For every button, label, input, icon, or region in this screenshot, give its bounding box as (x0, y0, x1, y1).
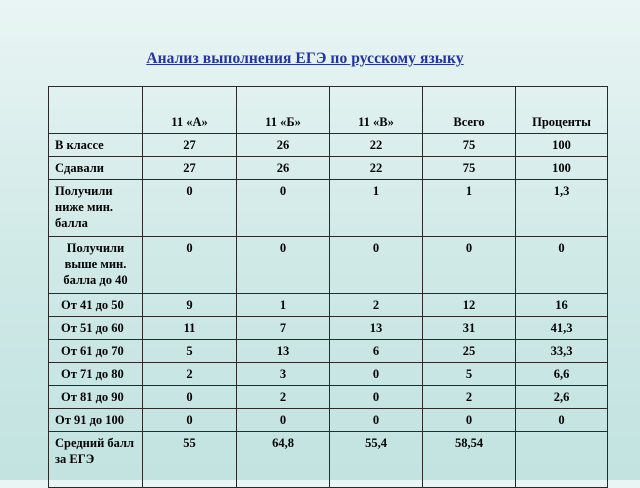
table-cell: 26 (237, 157, 330, 180)
table-cell: 5 (143, 340, 237, 363)
table-cell (516, 432, 608, 488)
row-label: Сдавали (49, 157, 143, 180)
row-label: От 91 до 100 (49, 409, 143, 432)
table-cell: 0 (516, 409, 608, 432)
header-cell-11b: 11 «Б» (237, 87, 330, 134)
row-label: Получили выше мин. балла до 40 (49, 237, 143, 294)
table-row (49, 432, 608, 488)
table-cell: 1 (423, 180, 516, 237)
table-row (49, 237, 608, 294)
table-row (49, 180, 608, 237)
table-cell: 0 (143, 180, 237, 237)
header-cell-percent: Проценты (516, 87, 608, 134)
header-cell-11v: 11 «В» (330, 87, 423, 134)
row-label: Получили ниже мин. балла (49, 180, 143, 237)
table-cell: 13 (330, 317, 423, 340)
table-cell: 100 (516, 157, 608, 180)
table-cell: 2 (143, 363, 237, 386)
table-cell: 0 (330, 409, 423, 432)
row-label: Средний балл за ЕГЭ (49, 432, 143, 488)
table-row (49, 386, 608, 409)
table-row (49, 294, 608, 317)
table-cell: 75 (423, 157, 516, 180)
table-cell: 22 (330, 157, 423, 180)
table-cell: 6 (330, 340, 423, 363)
table-cell: 55 (143, 432, 237, 488)
table-cell: 7 (237, 317, 330, 340)
table-cell: 0 (237, 180, 330, 237)
table-cell: 16 (516, 294, 608, 317)
table-row (49, 134, 608, 157)
table-cell: 1 (237, 294, 330, 317)
header-cell-11a: 11 «А» (143, 87, 237, 134)
table-cell: 13 (237, 340, 330, 363)
table-cell: 31 (423, 317, 516, 340)
table-cell: 33,3 (516, 340, 608, 363)
table-row (49, 157, 608, 180)
table-row (49, 409, 608, 432)
table-cell: 0 (330, 237, 423, 294)
table-row (49, 317, 608, 340)
results-table (48, 86, 608, 488)
table-cell: 41,3 (516, 317, 608, 340)
table-row (49, 340, 608, 363)
table-cell: 27 (143, 134, 237, 157)
table-cell: 0 (423, 409, 516, 432)
table-header-row (49, 87, 608, 134)
table-cell: 2 (423, 386, 516, 409)
table-cell: 58,54 (423, 432, 516, 488)
header-cell-total: Всего (423, 87, 516, 134)
row-label: От 51 до 60 (49, 317, 143, 340)
table-cell: 55,4 (330, 432, 423, 488)
table-cell: 75 (423, 134, 516, 157)
table-cell: 0 (143, 386, 237, 409)
table-cell: 22 (330, 134, 423, 157)
table-cell: 2 (330, 294, 423, 317)
table-cell: 0 (516, 237, 608, 294)
table-cell: 3 (237, 363, 330, 386)
table-cell: 0 (423, 237, 516, 294)
table-cell: 27 (143, 157, 237, 180)
table-cell: 2 (237, 386, 330, 409)
table-cell: 100 (516, 134, 608, 157)
table-row (49, 363, 608, 386)
table-cell: 6,6 (516, 363, 608, 386)
table-cell: 9 (143, 294, 237, 317)
table-cell: 0 (237, 409, 330, 432)
table-cell: 0 (330, 363, 423, 386)
table-cell: 11 (143, 317, 237, 340)
row-label: От 61 до 70 (49, 340, 143, 363)
header-cell-empty (49, 87, 143, 134)
row-label: От 41 до 50 (49, 294, 143, 317)
table-cell: 0 (237, 237, 330, 294)
table-cell: 64,8 (237, 432, 330, 488)
table-cell: 0 (143, 237, 237, 294)
table-cell: 1,3 (516, 180, 608, 237)
row-label: От 81 до 90 (49, 386, 143, 409)
table-cell: 2,6 (516, 386, 608, 409)
table-cell: 26 (237, 134, 330, 157)
page-title: Анализ выполнения ЕГЭ по русскому языку (146, 50, 464, 67)
row-label: В классе (49, 134, 143, 157)
table-cell: 0 (143, 409, 237, 432)
table-cell: 5 (423, 363, 516, 386)
table-cell: 25 (423, 340, 516, 363)
table-cell: 1 (330, 180, 423, 237)
table-cell: 0 (330, 386, 423, 409)
table-cell: 12 (423, 294, 516, 317)
row-label: От 71 до 80 (49, 363, 143, 386)
